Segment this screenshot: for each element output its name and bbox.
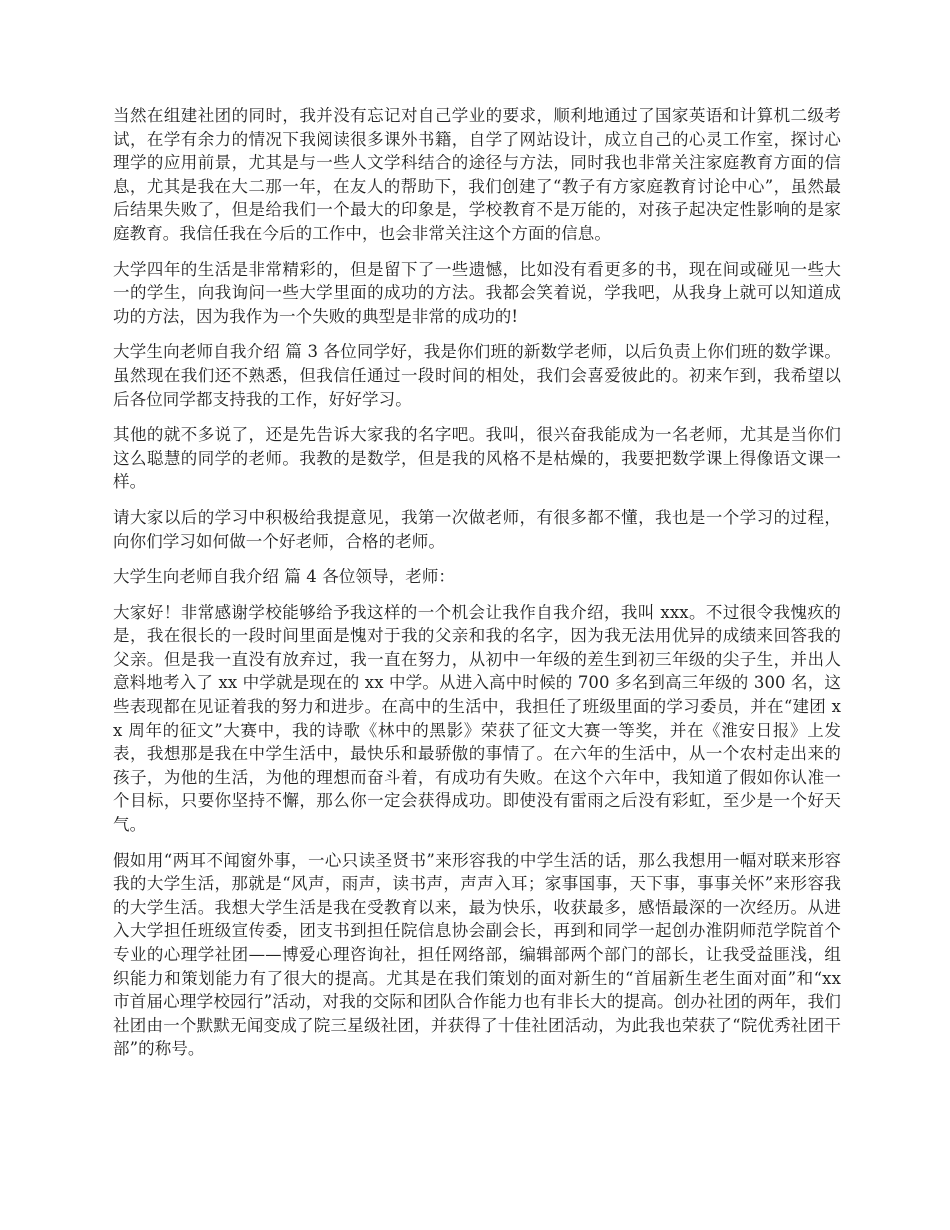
paragraph: 大家好！非常感谢学校能够给予我这样的一个机会让我作自我介绍，我叫 xxx。不过很令我愧疚的是，我在很长的一段时间里面是愧对于我的父亲和我的名字，因为我无法用优异的成绩来回答我的父亲。但是我一直没有放弃过，我一直在努力，从初中一年级的差生到初三年级的尖子生，并出人意料地考入了 xx 中学就是现在的 xx 中学。从进入高中时候的 700 多名到高三年级的 300 名，这些表现都在见证着我的努力和进步。在高中的生活中，我担任了班级里面的学习委员，并在“建团 xx 周年的征文”大赛中，我的诗歌《林中的黑影》荣获了征文大赛一等奖，并在《淮安日报》上发表，我想那是我在中学生活中，最快乐和最骄傲的事情了。在六年的生活中，从一个农村走出来的孩子，为他的生活，为他的理想而奋斗着，有成功有失败。在这个六年中，我知道了假如你认准一个目标，只要你坚持不懈，那么你一定会获得成功。即使没有雷雨之后没有彩虹，至少是一个好天气。 (113, 602, 841, 835)
paragraph: 大学四年的生活是非常精彩的，但是留下了一些遗憾，比如没有看更多的书，现在间或碰见一些大一的学生，向我询问一些大学里面的成功的方法。我都会笑着说，学我吧，从我身上就可以知道成功的方法，因为我作为一个失败的典型是非常的成功的! (113, 259, 841, 326)
paragraph: 其他的就不多说了，还是先告诉大家我的名字吧。我叫，很兴奋我能成为一名老师，尤其是当你们这么聪慧的同学的老师。我教的是数学，但是我的风格不是枯燥的，我要把数学课上得像语文课一样。 (113, 425, 841, 492)
document-body (113, 104, 841, 1073)
paragraph: 大学生向老师自我介绍 篇 4 各位领导，老师： (113, 567, 456, 587)
paragraph: 请大家以后的学习中积极给我提意见，我第一次做老师，有很多都不懂，我也是一个学习的过程，向你们学习如何做一个好老师，合格的老师。 (113, 507, 841, 551)
paragraph: 当然在组建社团的同时，我并没有忘记对自己学业的要求，顺利地通过了国家英语和计算机二级考试，在学有余力的情况下我阅读很多课外书籍，自学了网站设计，成立自己的心灵工作室，探讨心理学的应用前景，尤其是与一些人文学科结合的途径与方法，同时我也非常关注家庭教育方面的信息，尤其是我在大二那一年，在友人的帮助下，我们创建了“教子有方家庭教育讨论中心”，虽然最后结果失败了，但是给我们一个最大的印象是，学校教育不是万能的，对孩子起决定性影响的是家庭教育。我信任我在今后的工作中，也会非常关注这个方面的信息。 (113, 106, 841, 243)
paragraph: 大学生向老师自我介绍 篇 3 各位同学好，我是你们班的新数学老师，以后负责上你们班的数学课。虽然现在我们还不熟悉，但我信任通过一段时间的相处，我们会喜爱彼此的。初来乍到，我希望以后各位同学都支持我的工作，好好学习。 (113, 342, 841, 409)
paragraph: 假如用“两耳不闻窗外事，一心只读圣贤书”来形容我的中学生活的话，那么我想用一幅对联来形容我的大学生活，那就是“风声，雨声，读书声，声声入耳；家事国事，天下事，事事关怀”来形容我的大学生活。我想大学生活是我在受教育以来，最为快乐，收获最多，感悟最深的一次经历。从进入大学担任班级宣传委，团支书到担任院信息协会副会长，再到和同学一起创办淮阴师范学院首个专业的心理学社团——博爱心理咨询社，担任网络部，编辑部两个部门的部长，让我受益匪浅，组织能力和策划能力有了很大的提高。尤其是在我们策划的面对新生的“首届新生老生面对面”和“xx 市首届心理学校园行”活动，对我的交际和团队合作能力也有非长大的提高。创办社团的两年，我们社团由一个默默无闻变成了院三星级社团，并获得了十佳社团活动，为此我也荣获了“院优秀社团干部”的称号。 (113, 850, 841, 1059)
